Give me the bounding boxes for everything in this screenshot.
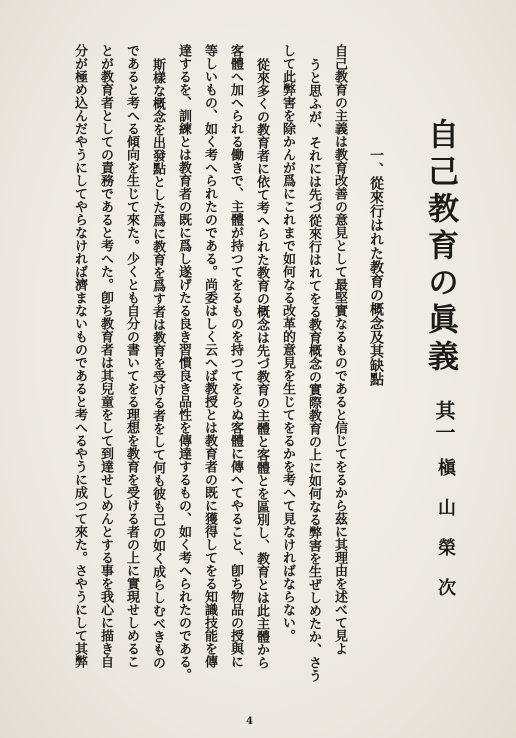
text-column-2: うと思ふが、それには先づ從來行はれてをる教育概念の實際教育の上に如何なる弊害を生ぜしめたか、さう xyxy=(306,58,321,682)
page-number: 4 xyxy=(246,716,253,727)
article-part-number: 其一 xyxy=(432,400,456,444)
text-column-6: 等しいもの、如く考へられたのである。尚委はしく云へば教授とは教育者の既に獲得してをる知識技能を傳 xyxy=(202,44,217,668)
text-column-7: 達するを、訓練とは教育者の既に爲し遂げたる良き習慣良き品性を傳達するもの、如く考へられたのである。 xyxy=(176,44,191,681)
text-column-1: 自己教育の主義は教育改善の意見として最堅實なるものであると信じてをるから茲に其理由を述べて見よ xyxy=(332,44,347,655)
section-heading: 一、從來行はれた教育の概念及其缺點 xyxy=(368,148,384,386)
text-column-8: 斯樣な概念を出發點とした爲に教育を爲す者は教育を受ける者をして何も彼も己の如く成らしむべきもの xyxy=(150,58,165,669)
text-column-5: 客體へ加へられる働きで、主體が持つてをるものを持つてをらぬ客體に傳へてやること、卽ち物品の授與に xyxy=(228,44,243,668)
text-column-3: して此弊害を除かんが爲にこれまで如何なる改革的意見を生じてをるかを考へて見なければならない。 xyxy=(280,44,295,642)
text-column-11: 分が極め込んだやうにしてやらなければ濟まないものであると考へるやうに成つて來た。さやうにして其弊 xyxy=(72,44,87,668)
article-author: 槇山榮次 xyxy=(435,458,456,618)
text-column-10: とが教育者としての責務であると考へた。卽ち教育者は其兒童をして到達せしめんとする事を我心に描き自 xyxy=(98,44,113,668)
article-title: 自己教育の眞義 xyxy=(422,118,458,377)
text-column-4: 從來多くの教育者に依て考へられた教育の概念は先づ教育の主體と客體とを區別し、教育とは此主體から xyxy=(254,58,269,669)
text-column-9: であると考へる傾向を生じて來た。少くとも自分の書いてをる理想を教育を受ける者の上に實現せしめるこ xyxy=(124,44,139,668)
